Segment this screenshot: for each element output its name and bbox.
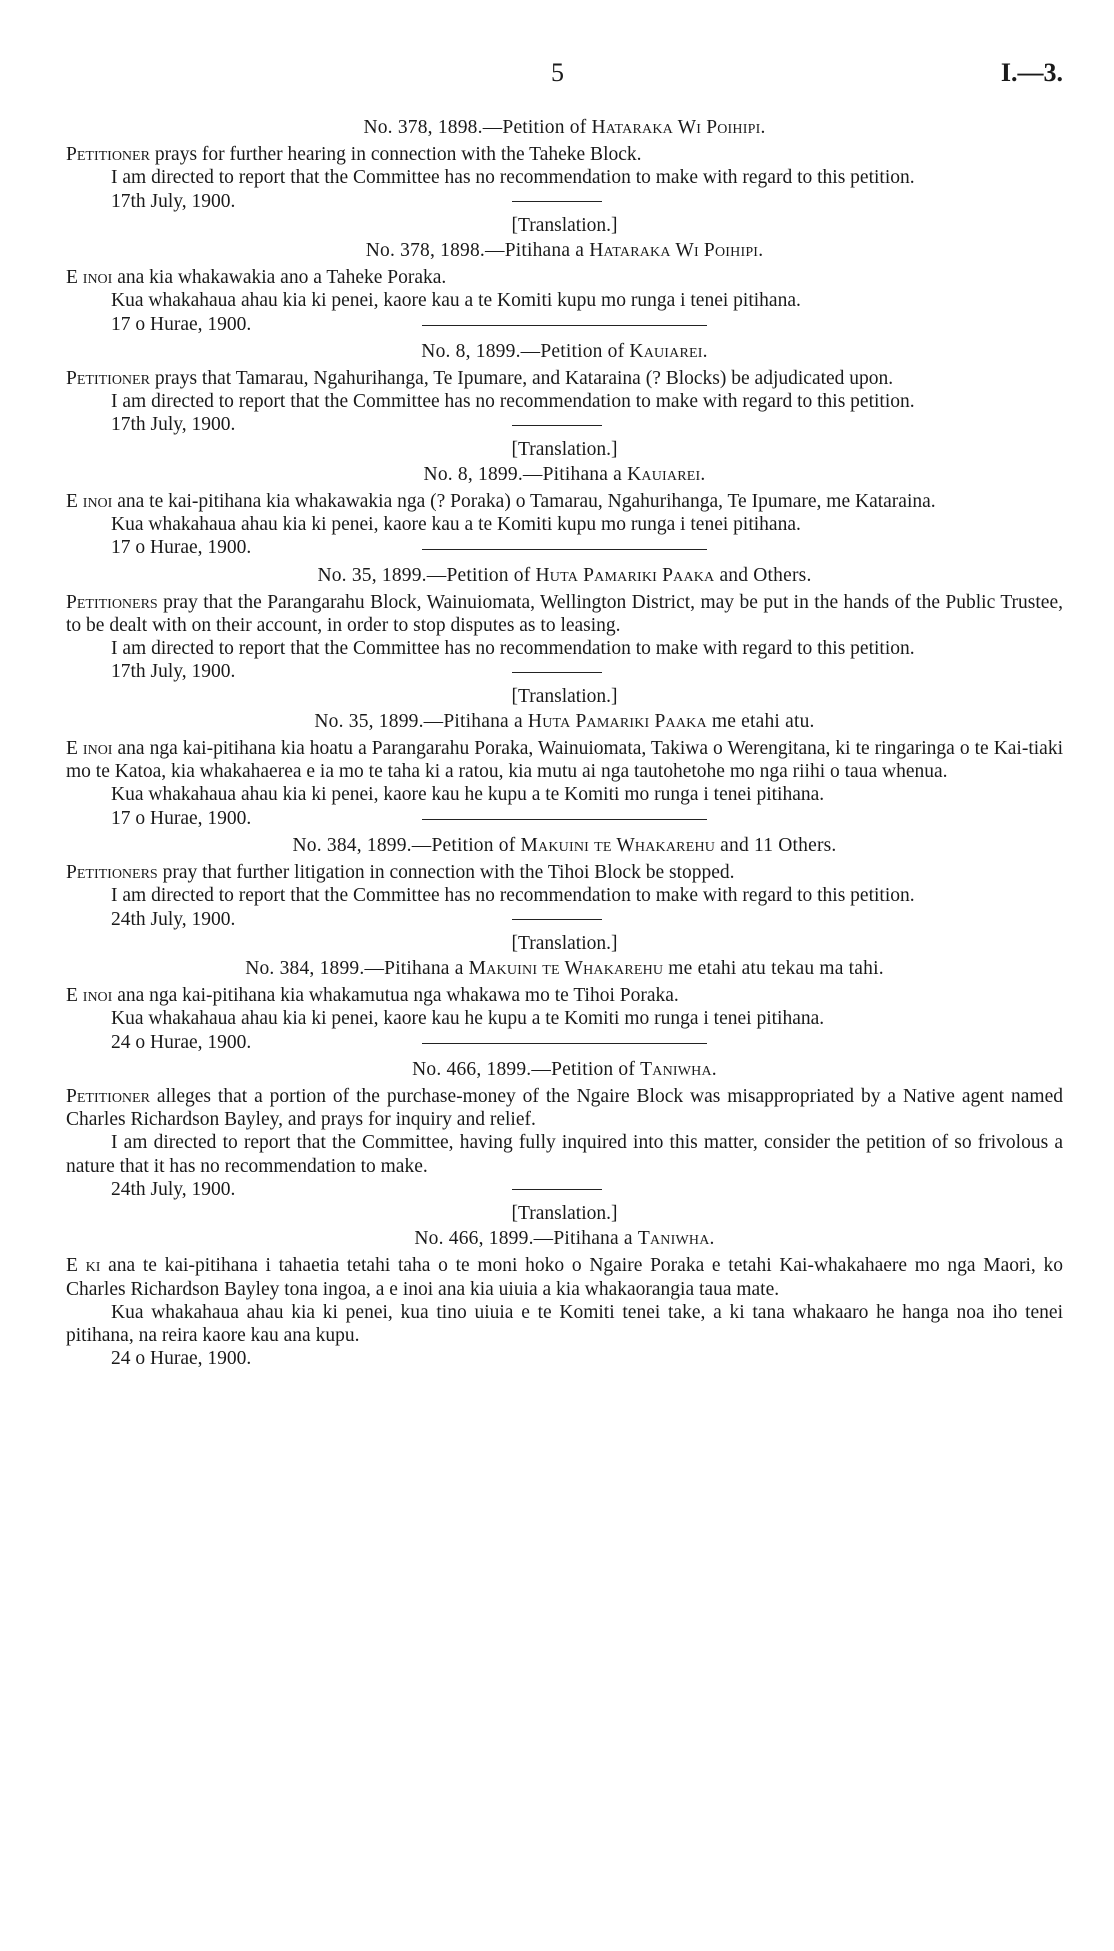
translation-summary: E inoi ana nga kai-pitihana kia whakamutua nga whakawa mo te Tihoi Poraka. [66, 985, 679, 1007]
translation-date: 17 o Hurae, 1900. [111, 313, 252, 335]
petition-heading: No. 466, 1899.—Petition of Taniwha. [412, 1058, 717, 1080]
translation-heading: No. 8, 1899.—Pitihana a Kauiarei. [423, 463, 706, 485]
petition-entry [66, 564, 1063, 829]
page-number: 5 [551, 58, 564, 87]
translation-label: [Translation.] [511, 685, 618, 707]
translation-summary: E ki ana te kai-pitihana i tahaetia tetahi taha o te moni hoko o Ngaire Poraka e tetahi Kai-whakahaere mo nga Maori, ko Charles Richardson Bayley tona ingoa, a e inoi ana kia uiuia a kia whakaorangia taua mate. [66, 1255, 1063, 1300]
translation-heading: No. 378, 1898.—Pitihana a Hataraka Wi Poihipi. [365, 240, 764, 262]
translation-report: Kua whakahaua ahau kia ki penei, kaore kau he kupu a te Komiti mo runga i tenei pitihana. [111, 1008, 825, 1030]
report-date: 17th July, 1900. [111, 190, 236, 212]
petition-summary: Petitioner alleges that a portion of the purchase-money of the Ngaire Block was misappropriated by a Native agent named Charles Richardson Bayley, and prays for inquiry and relief. [66, 1085, 1063, 1131]
translation-heading: No. 466, 1899.—Pitihana a Taniwha. [414, 1228, 715, 1250]
translation-heading: No. 384, 1899.—Pitihana a Makuini te Whakarehu me etahi atu tekau ma tahi. [245, 957, 884, 979]
translation-report: Kua whakahaua ahau kia ki penei, kaore kau a te Komiti kupu mo runga i tenei pitihana. [111, 514, 801, 536]
translation-report: Kua whakahaua ahau kia ki penei, kaore kau he kupu a te Komiti mo runga i tenei pitihana. [111, 784, 825, 806]
translation-date: 17 o Hurae, 1900. [111, 537, 252, 559]
translation-heading: No. 35, 1899.—Pitihana a Huta Pamariki Paaka me etahi atu. [314, 710, 815, 732]
translation-summary: E inoi ana nga kai-pitihana kia hoatu a Parangarahu Poraka, Wainuiomata, Takiwa o Werengitana, ki te ringaringa o te Kai-tiaki mo te Katoa, kia whakahaerea e ia mo te taha ki a ratou, kia mutu ai nga tautohetohe mo nga riihi o taua whenua. [66, 738, 1063, 783]
report-date: 17th July, 1900. [111, 414, 236, 436]
petition-entry [66, 116, 1063, 335]
translation-label: [Translation.] [511, 932, 618, 954]
translation-label: [Translation.] [511, 438, 618, 460]
petition-summary: Petitioner prays that Tamarau, Ngahurihanga, Te Ipumare, and Kataraina (? Blocks) be adjudicated upon. [66, 368, 894, 390]
petition-heading: No. 8, 1899.—Petition of Kauiarei. [421, 340, 708, 362]
committee-report: I am directed to report that the Committee has no recommendation to make with regard to this petition. [111, 638, 915, 660]
translation-date: 17 o Hurae, 1900. [111, 807, 252, 829]
translation-label: [Translation.] [511, 1202, 618, 1224]
translation-report: Kua whakahaua ahau kia ki penei, kua tino uiuia e te Komiti tenei take, a ki tana whakaaro he hanga noa iho tenei pitihana, na reira kaore kau ana kupu. [66, 1301, 1063, 1346]
petition-summary: Petitioners pray that further litigation in connection with the Tihoi Block be stopped. [66, 862, 735, 884]
report-date: 24th July, 1900. [111, 1178, 236, 1200]
petition-entry [66, 340, 1063, 559]
committee-report: I am directed to report that the Committee has no recommendation to make with regard to this petition. [111, 885, 915, 907]
translation-summary: E inoi ana te kai-pitihana kia whakawakia nga (? Poraka) o Tamarau, Ngahurihanga, Te Ipumare, me Kataraina. [66, 491, 936, 513]
document-reference: I.—3. [1000, 58, 1063, 87]
petition-summary: Petitioner prays for further hearing in connection with the Taheke Block. [66, 144, 642, 166]
petition-heading: No. 384, 1899.—Petition of Makuini te Whakarehu and 11 Others. [292, 834, 837, 856]
report-date: 24th July, 1900. [111, 908, 236, 930]
translation-report: Kua whakahaua ahau kia ki penei, kaore kau a te Komiti kupu mo runga i tenei pitihana. [111, 290, 801, 312]
committee-report: I am directed to report that the Committee has no recommendation to make with regard to this petition. [111, 391, 915, 413]
petition-heading: No. 378, 1898.—Petition of Hataraka Wi Poihipi. [363, 117, 766, 138]
committee-report: I am directed to report that the Committee, having fully inquired into this matter, consider the petition of so frivolous a nature that it has no recommendation to make. [66, 1132, 1063, 1177]
translation-date: 24 o Hurae, 1900. [111, 1031, 252, 1053]
petition-entry [66, 834, 1063, 1053]
translation-date: 24 o Hurae, 1900. [111, 1348, 252, 1370]
report-date: 17th July, 1900. [111, 661, 236, 683]
translation-summary: E inoi ana kia whakawakia ano a Taheke Poraka. [66, 267, 447, 289]
translation-label: [Translation.] [511, 214, 618, 236]
petition-heading: No. 35, 1899.—Petition of Huta Pamariki Paaka and Others. [317, 564, 812, 586]
document-body [66, 116, 1063, 1370]
petition-entry [66, 1058, 1063, 1371]
committee-report: I am directed to report that the Committee has no recommendation to make with regard to this petition. [111, 167, 915, 189]
petition-summary: Petitioners pray that the Parangarahu Block, Wainuiomata, Wellington District, may be put in the hands of the Public Trustee, to be dealt with on their account, in order to stop disputes as to leasing. [66, 591, 1063, 637]
